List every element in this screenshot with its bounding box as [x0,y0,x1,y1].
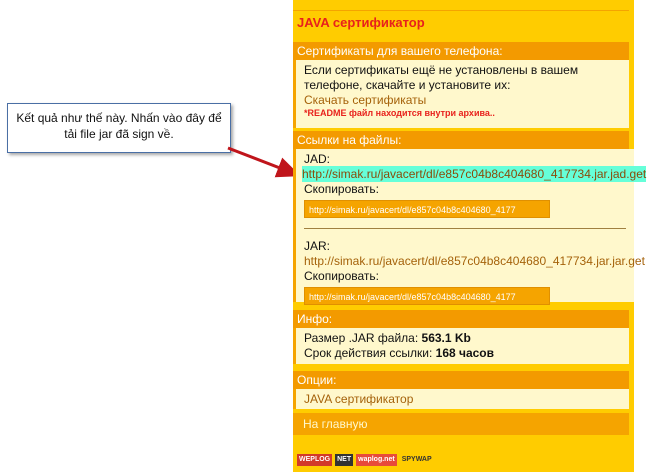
certs-header: Сертификаты для вашего телефона: [293,42,629,60]
jar-url-link[interactable]: http://simak.ru/javacert/dl/e857c04b8c404680_417734.jar.jar.get [304,254,645,268]
jar-size-row [304,331,629,346]
page-title: JAVA сертификатор [293,10,629,34]
copy-label-jar: Скопировать: [304,269,380,283]
jad-url-link[interactable]: http://simak.ru/javacert/dl/e857c04b8c404680_417734.jar.jad.get [302,167,647,181]
options-item-cert[interactable] [293,389,629,409]
info-header: Инфо: [293,310,629,328]
option-java-cert-link[interactable]: JAVA сертификатор [304,392,414,406]
files-body [293,149,647,302]
counter-badge-2[interactable]: NET [335,454,353,466]
callout-text: Kết quả như thế này. Nhấn vào đây để tải file jar đã sign về. [16,111,222,141]
divider [304,228,626,229]
counter-badge-4[interactable]: SPYWAP [400,454,434,466]
jad-copy-field[interactable]: http://simak.ru/javacert/dl/e857c04b8c404680_4177 [304,200,550,218]
copy-label-jad: Скопировать: [304,182,380,196]
info-body [293,328,629,364]
expiry-label: Срок действия ссылки: [304,346,433,360]
counter-badge-1[interactable]: WEPLOG [297,454,332,466]
jar-size-label: Размер .JAR файла: [304,331,419,345]
jar-label: JAR: [304,239,331,253]
annotation-callout [7,103,231,153]
jar-copy-field[interactable]: http://simak.ru/javacert/dl/e857c04b8c404680_4177 [304,287,550,305]
expiry-value: 168 часов [435,346,495,360]
certs-text: Если сертификаты ещё не установлены в вашем телефоне, скачайте и установите их: [304,63,579,92]
files-header: Ссылки на файлы: [293,131,629,149]
download-certs-link[interactable]: Скачать сертификаты [304,93,427,107]
jar-size-value: 563.1 Kb [421,331,471,345]
footer-counters [297,454,434,466]
readme-note: *README файл находится внутри архива.. [304,108,495,118]
mobile-page [293,0,647,472]
options-header: Опции: [293,371,629,389]
certs-body [293,60,629,128]
counter-badge-3[interactable]: waplog.net [356,454,397,466]
jad-label: JAD: [304,152,331,166]
expiry-row [304,346,629,361]
home-link[interactable]: На главную [293,413,629,435]
